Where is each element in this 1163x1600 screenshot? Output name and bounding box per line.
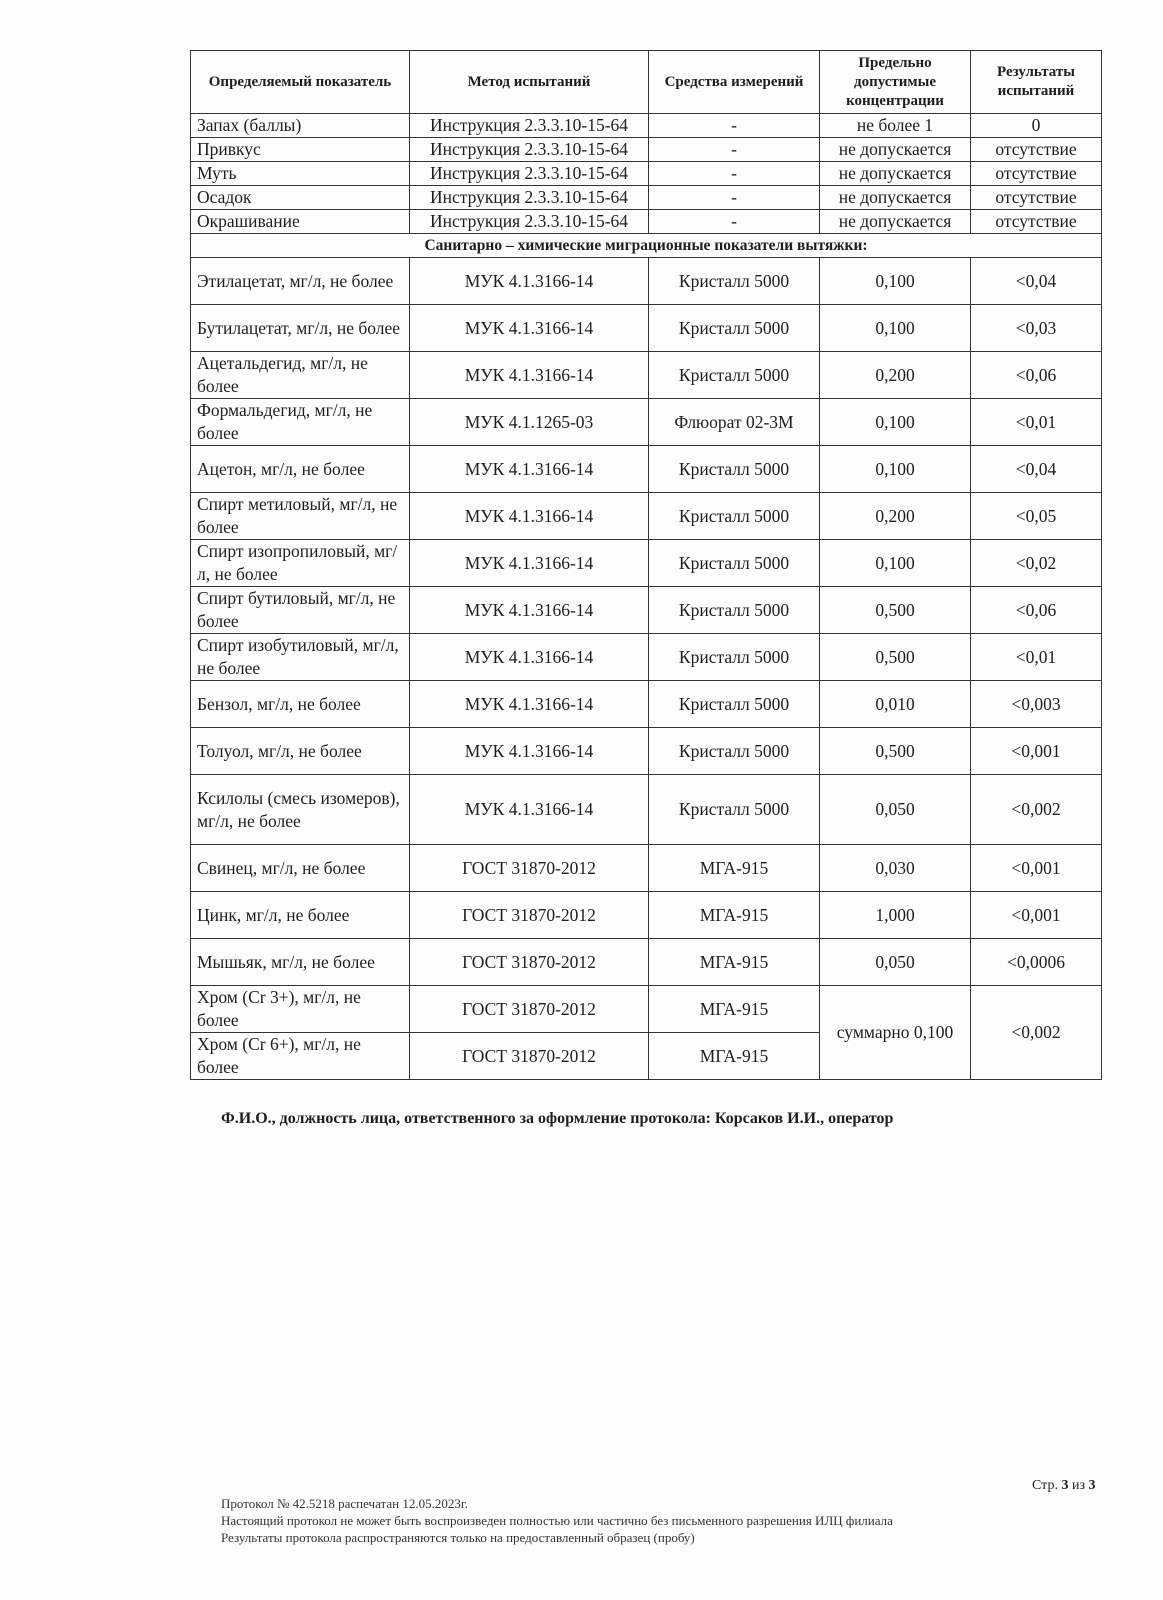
cell-limit: 0,100: [820, 540, 971, 587]
cell-limit: 0,100: [820, 399, 971, 446]
cell-limit: не допускается: [820, 210, 971, 234]
cell-instrument: МГА-915: [649, 939, 820, 986]
cell-indicator: Привкус: [191, 138, 410, 162]
cell-limit: 0,500: [820, 728, 971, 775]
table-row: [191, 114, 1102, 138]
footer-line-copyright: Настоящий протокол не может быть воспроизведен полностью или частично без письменного разрешения ИЛЦ филиала: [221, 1513, 893, 1528]
cell-instrument: Кристалл 5000: [649, 634, 820, 681]
cell-result-combined: <0,002: [971, 986, 1102, 1080]
cell-result: <0,06: [971, 352, 1102, 399]
cell-instrument: МГА-915: [649, 845, 820, 892]
results-table: [190, 50, 1102, 1080]
cell-indicator: Цинк, мг/л, не более: [191, 892, 410, 939]
cell-result: отсутствие: [971, 138, 1102, 162]
cell-indicator: Осадок: [191, 186, 410, 210]
cell-instrument: Кристалл 5000: [649, 446, 820, 493]
cell-indicator: Бутилацетат, мг/л, не более: [191, 305, 410, 352]
cell-method: МУК 4.1.3166-14: [410, 446, 649, 493]
responsible-person: Ф.И.О., должность лица, ответственного за оформление протокола: Корсаков И.И., оператор: [221, 1110, 894, 1127]
cell-indicator: Мышьяк, мг/л, не более: [191, 939, 410, 986]
cell-indicator: Ацетон, мг/л, не более: [191, 446, 410, 493]
table-header-row: [191, 51, 1102, 114]
cell-instrument: Кристалл 5000: [649, 493, 820, 540]
table-row: [191, 446, 1102, 493]
cell-method: МУК 4.1.3166-14: [410, 587, 649, 634]
cell-instrument: -: [649, 114, 820, 138]
cell-indicator: Этилацетат, мг/л, не более: [191, 258, 410, 305]
cell-indicator: Спирт изопропиловый, мг/л, не более: [191, 540, 410, 587]
page-number: [1032, 1478, 1095, 1494]
page-current: 3: [1061, 1478, 1069, 1493]
table-row: [191, 399, 1102, 446]
cell-method: МУК 4.1.3166-14: [410, 775, 649, 845]
cell-result: <0,003: [971, 681, 1102, 728]
table-row: [191, 587, 1102, 634]
cell-result: <0,001: [971, 728, 1102, 775]
cell-limit: 0,200: [820, 352, 971, 399]
cell-limit: не более 1: [820, 114, 971, 138]
cell-result: отсутствие: [971, 162, 1102, 186]
cell-limit: не допускается: [820, 186, 971, 210]
cell-method: Инструкция 2.3.3.10-15-64: [410, 138, 649, 162]
cell-instrument: Кристалл 5000: [649, 728, 820, 775]
cell-result: <0,03: [971, 305, 1102, 352]
cell-method: ГОСТ 31870-2012: [410, 1033, 649, 1080]
table-row: [191, 352, 1102, 399]
cell-limit: 0,100: [820, 305, 971, 352]
cell-result: <0,001: [971, 845, 1102, 892]
cell-result: <0,01: [971, 399, 1102, 446]
table-row: [191, 986, 1102, 1033]
cell-method: Инструкция 2.3.3.10-15-64: [410, 210, 649, 234]
cell-method: ГОСТ 31870-2012: [410, 845, 649, 892]
cell-result: <0,04: [971, 446, 1102, 493]
table-row: [191, 939, 1102, 986]
cell-instrument: Кристалл 5000: [649, 258, 820, 305]
table-row: [191, 540, 1102, 587]
cell-indicator: Формальдегид, мг/л, не более: [191, 399, 410, 446]
cell-result: 0: [971, 114, 1102, 138]
cell-indicator: Окрашивание: [191, 210, 410, 234]
header-result: Результаты испытаний: [971, 51, 1102, 114]
cell-limit: 0,010: [820, 681, 971, 728]
footer-line-printed: Протокол № 42.5218 распечатан 12.05.2023г.: [221, 1496, 468, 1511]
cell-method: МУК 4.1.3166-14: [410, 493, 649, 540]
cell-instrument: Кристалл 5000: [649, 352, 820, 399]
cell-result: отсутствие: [971, 210, 1102, 234]
cell-limit: 0,050: [820, 775, 971, 845]
cell-instrument: МГА-915: [649, 986, 820, 1033]
table-row: [191, 493, 1102, 540]
table-body: [191, 114, 1102, 1080]
cell-limit: 0,200: [820, 493, 971, 540]
table-row: [191, 258, 1102, 305]
cell-result: <0,002: [971, 775, 1102, 845]
cell-instrument: Кристалл 5000: [649, 305, 820, 352]
cell-limit-combined: суммарно 0,100: [820, 986, 971, 1080]
cell-method: МУК 4.1.3166-14: [410, 634, 649, 681]
cell-method: Инструкция 2.3.3.10-15-64: [410, 162, 649, 186]
cell-instrument: Кристалл 5000: [649, 587, 820, 634]
cell-method: МУК 4.1.3166-14: [410, 540, 649, 587]
cell-limit: не допускается: [820, 138, 971, 162]
cell-result: <0,06: [971, 587, 1102, 634]
cell-method: МУК 4.1.3166-14: [410, 681, 649, 728]
cell-instrument: МГА-915: [649, 1033, 820, 1080]
cell-indicator: Запах (баллы): [191, 114, 410, 138]
cell-indicator: Ацетальдегид, мг/л, не более: [191, 352, 410, 399]
cell-limit: 0,500: [820, 587, 971, 634]
table-row: [191, 210, 1102, 234]
cell-instrument: МГА-915: [649, 892, 820, 939]
page-sep: из: [1071, 1478, 1085, 1493]
cell-method: МУК 4.1.3166-14: [410, 728, 649, 775]
cell-instrument: Кристалл 5000: [649, 681, 820, 728]
cell-indicator: Толуол, мг/л, не более: [191, 728, 410, 775]
cell-instrument: -: [649, 186, 820, 210]
table-row: [191, 775, 1102, 845]
page-prefix: Стр.: [1032, 1478, 1058, 1493]
cell-indicator: Хром (Cr 3+), мг/л, не более: [191, 986, 410, 1033]
table-row: [191, 681, 1102, 728]
cell-result: <0,0006: [971, 939, 1102, 986]
cell-indicator: Свинец, мг/л, не более: [191, 845, 410, 892]
footer: [221, 1495, 893, 1546]
page-total: 3: [1088, 1478, 1096, 1493]
cell-limit: 0,050: [820, 939, 971, 986]
table-row: [191, 634, 1102, 681]
table-row: [191, 186, 1102, 210]
section-title: Санитарно – химические миграционные показатели вытяжки:: [191, 234, 1102, 258]
section-row: [191, 234, 1102, 258]
cell-instrument: Кристалл 5000: [649, 775, 820, 845]
cell-instrument: -: [649, 138, 820, 162]
cell-instrument: -: [649, 210, 820, 234]
table-row: [191, 138, 1102, 162]
cell-limit: 0,100: [820, 446, 971, 493]
cell-indicator: Ксилолы (смесь изомеров), мг/л, не более: [191, 775, 410, 845]
cell-result: отсутствие: [971, 186, 1102, 210]
header-instruments: Средства измерений: [649, 51, 820, 114]
table-row: [191, 892, 1102, 939]
cell-limit: 0,030: [820, 845, 971, 892]
table-row: [191, 305, 1102, 352]
header-limit: Предельно допустимые концентрации: [820, 51, 971, 114]
cell-indicator: Муть: [191, 162, 410, 186]
cell-limit: 0,100: [820, 258, 971, 305]
cell-instrument: -: [649, 162, 820, 186]
cell-result: <0,02: [971, 540, 1102, 587]
table-row: [191, 845, 1102, 892]
cell-indicator: Спирт изобутиловый, мг/л, не более: [191, 634, 410, 681]
footer-line-scope: Результаты протокола распространяются только на предоставленный образец (пробу): [221, 1530, 695, 1545]
cell-instrument: Кристалл 5000: [649, 540, 820, 587]
cell-indicator: Хром (Cr 6+), мг/л, не более: [191, 1033, 410, 1080]
cell-limit: не допускается: [820, 162, 971, 186]
cell-method: МУК 4.1.3166-14: [410, 305, 649, 352]
cell-limit: 1,000: [820, 892, 971, 939]
table-row: [191, 162, 1102, 186]
cell-method: МУК 4.1.1265-03: [410, 399, 649, 446]
cell-method: Инструкция 2.3.3.10-15-64: [410, 114, 649, 138]
cell-result: <0,04: [971, 258, 1102, 305]
cell-indicator: Бензол, мг/л, не более: [191, 681, 410, 728]
cell-result: <0,05: [971, 493, 1102, 540]
cell-indicator: Спирт метиловый, мг/л, не более: [191, 493, 410, 540]
cell-method: ГОСТ 31870-2012: [410, 986, 649, 1033]
cell-method: МУК 4.1.3166-14: [410, 352, 649, 399]
cell-result: <0,001: [971, 892, 1102, 939]
cell-method: Инструкция 2.3.3.10-15-64: [410, 186, 649, 210]
cell-instrument: Флюорат 02-3М: [649, 399, 820, 446]
table-row: [191, 728, 1102, 775]
header-indicator: Определяемый показатель: [191, 51, 410, 114]
cell-method: МУК 4.1.3166-14: [410, 258, 649, 305]
cell-result: <0,01: [971, 634, 1102, 681]
cell-method: ГОСТ 31870-2012: [410, 939, 649, 986]
header-method: Метод испытаний: [410, 51, 649, 114]
cell-limit: 0,500: [820, 634, 971, 681]
cell-indicator: Спирт бутиловый, мг/л, не более: [191, 587, 410, 634]
cell-method: ГОСТ 31870-2012: [410, 892, 649, 939]
